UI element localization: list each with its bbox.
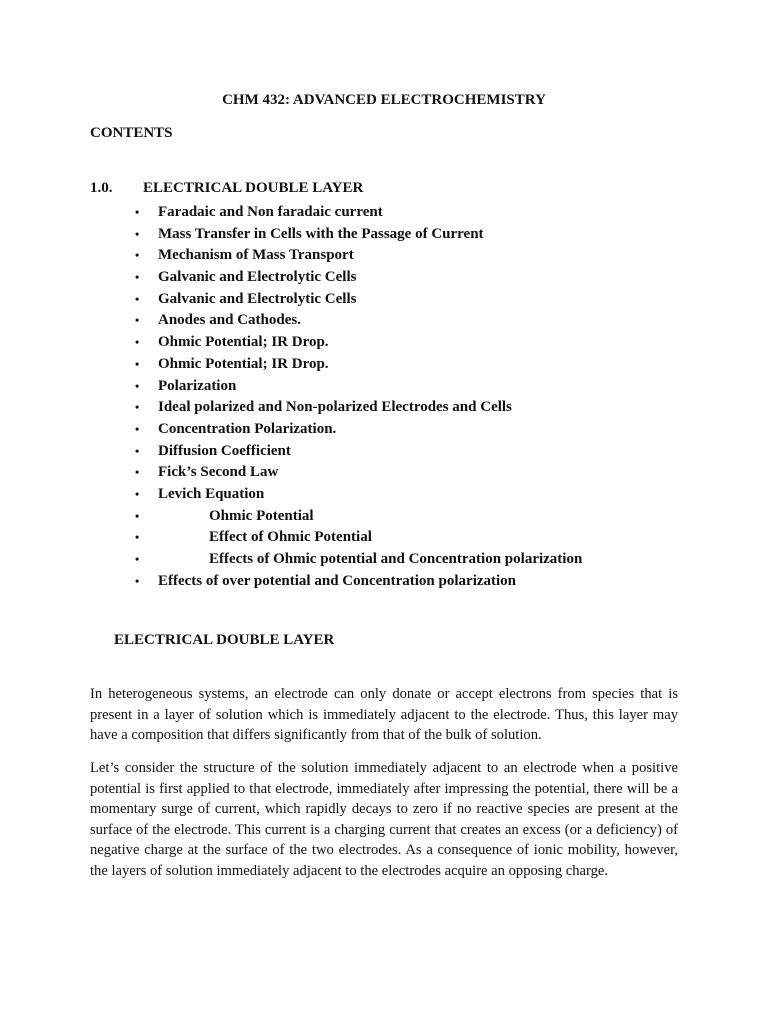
toc-item-text: Faradaic and Non faradaic current <box>158 204 383 220</box>
toc-item-text: Ideal polarized and Non-polarized Electrodes and Cells <box>158 399 512 416</box>
body-section-heading: ELECTRICAL DOUBLE LAYER <box>114 632 335 648</box>
toc-item-text: Concentration Polarization. <box>158 420 337 437</box>
bullet-icon: • <box>135 508 140 523</box>
toc-item-text: Mass Transfer in Cells with the Passage of Current <box>158 225 484 242</box>
bullet-icon: • <box>135 335 140 350</box>
toc-item-text: Levich Equation <box>158 485 265 502</box>
section-title: ELECTRICAL DOUBLE LAYER <box>143 180 364 196</box>
toc-item-text: Ohmic Potential; IR Drop. <box>158 355 329 372</box>
body-paragraph: Let’s consider the structure of the solution immediately adjacent to an electrode when a positive potential is first applied to that electrode, immediately after impressing the potential, there will be a momentary surge of current, which rapidly decays to zero if no reactive species are present at the surface of the electrode. This current is a charging current that creates an excess (or a deficiency) of negative charge at the surface of the two electrodes. As a consequence of ionic mobility, however, the layers of solution immediately adjacent to the electrodes acquire an opposing charge. <box>90 760 678 879</box>
bullet-icon: • <box>135 573 140 588</box>
bullet-icon: • <box>135 226 140 241</box>
bullet-icon: • <box>135 248 140 263</box>
bullet-icon: • <box>135 552 140 566</box>
toc-item-text: Ohmic Potential <box>209 507 314 524</box>
bullet-icon: • <box>135 421 140 436</box>
bullet-icon: • <box>135 205 140 219</box>
toc-item-text: Mechanism of Mass Transport <box>158 247 354 264</box>
contents-heading: CONTENTS <box>90 125 173 141</box>
section-number: 1.0. <box>90 180 113 196</box>
bullet-icon: • <box>135 270 140 285</box>
bullet-icon: • <box>135 378 140 393</box>
bullet-icon: • <box>135 530 140 545</box>
toc-item-text: Galvanic and Electrolytic Cells <box>158 290 357 307</box>
toc-item-text: Effect of Ohmic Potential <box>209 529 372 546</box>
bullet-icon: • <box>135 313 140 328</box>
bullet-icon: • <box>135 291 140 306</box>
bullet-icon: • <box>135 400 140 415</box>
bullet-icon: • <box>135 443 140 458</box>
body-paragraph: In heterogeneous systems, an electrode can only donate or accept electrons from species that is present in a layer of solution which is immediately adjacent to the electrode. Thus, this layer may have a composition that differs significantly from that of the bulk of solution. <box>90 686 678 743</box>
toc-item-text: Anodes and Cathodes. <box>158 312 301 329</box>
document-title: CHM 432: ADVANCED ELECTROCHEMISTRY <box>222 92 546 108</box>
toc-item-text: Effects of Ohmic potential and Concentration polarization <box>209 551 583 567</box>
toc-item-text: Effects of over potential and Concentration polarization <box>158 572 517 589</box>
toc-item-text: Ohmic Potential; IR Drop. <box>158 334 329 351</box>
toc-item-text: Polarization <box>158 377 237 394</box>
bullet-icon: • <box>135 465 140 480</box>
bullet-icon: • <box>135 356 140 371</box>
toc-item-text: Diffusion Coefficient <box>158 442 291 459</box>
toc-item-text: Galvanic and Electrolytic Cells <box>158 269 357 286</box>
toc-item-text: Fick’s Second Law <box>158 464 279 481</box>
bullet-icon: • <box>135 486 140 501</box>
